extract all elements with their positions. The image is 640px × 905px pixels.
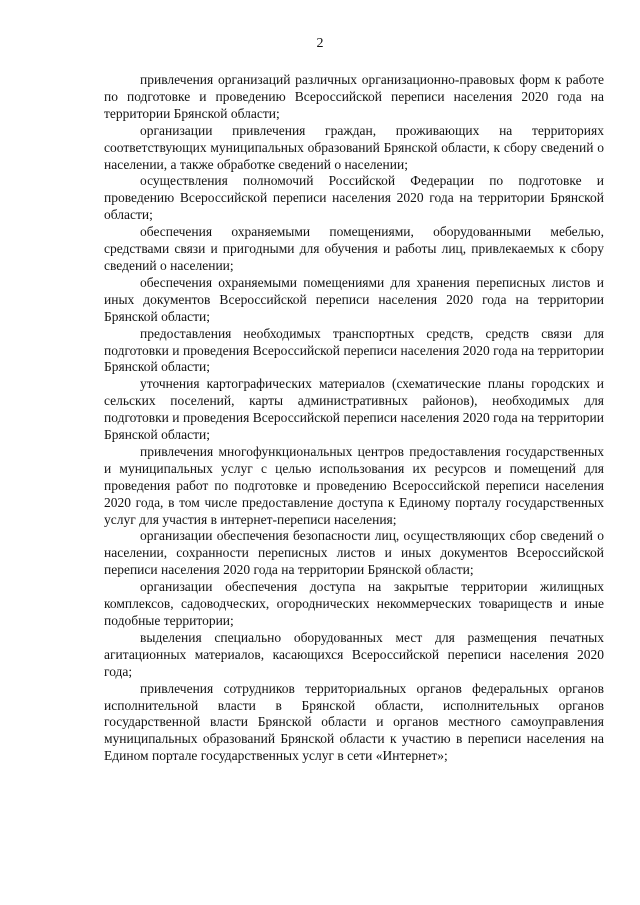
paragraph-4: обеспечения охраняемыми помещениями, оборудованными мебелью, средствами связи и пригодными для обучения и работы лиц, привлекаемых к сбору сведений о населении; [104, 224, 604, 273]
paragraph-3: осуществления полномочий Российской Федерации по подготовке и проведению Всероссийской переписи населения 2020 года на территории Брянской области; [104, 173, 604, 223]
page-number: 2 [316, 36, 324, 51]
paragraph-9: организации обеспечения безопасности лиц, осуществляющих сбор сведений о населении, сохранности переписных листов и иных документов Всероссийской переписи населения 2020 года на территории Брянской области; [104, 528, 604, 578]
paragraph-12: привлечения сотрудников территориальных органов федеральных органов исполнительной власти в Брянской области, исполнительных органов государственной власти Брянской области и органов местного самоуправления муниципальных образований Брянской области к участию в переписи населения на Едином портале государственных услуг в сети «Интернет»; [104, 680, 604, 764]
paragraph-6: предоставления необходимых транспортных средств, средств связи для подготовки и проведения Всероссийской переписи населения 2020 года на территории Брянской области; [104, 325, 604, 375]
paragraph-5: обеспечения охраняемыми помещениями для хранения переписных листов и иных документов Всероссийской переписи населения 2020 года на территории Брянской области; [104, 274, 604, 324]
paragraph-2: организации привлечения граждан, проживающих на территориях соответствующих муниципальных образований Брянской области, к сбору сведений о населении, а также обработке сведений о населении; [104, 122, 604, 172]
paragraph-8: привлечения многофункциональных центров предоставления государственных и муниципальных услуг с целью использования их ресурсов и помещений для проведения работ по подготовке и проведению Всероссийской переписи населения 2020 года, в том числе предоставление доступа к Единому порталу государственных услуг для участия в интернет-переписи населения; [104, 443, 604, 527]
paragraph-1: привлечения организаций различных организационно-правовых форм к работе по подготовке и проведению Всероссийской переписи населения 2020 года на территории Брянской области; [104, 72, 604, 121]
document-body [104, 72, 604, 765]
paragraph-7: уточнения картографических материалов (схематические планы городских и сельских поселений, карты административных районов), необходимых для подготовки и проведения Всероссийской переписи населения 2020 года на территории Брянской области; [104, 376, 604, 443]
paragraph-11: выделения специально оборудованных мест для размещения печатных агитационных материалов, касающихся Всероссийской переписи населения 2020 года; [104, 629, 604, 679]
paragraph-10: организации обеспечения доступа на закрытые территории жилищных комплексов, садоводческих, огороднических некоммерческих товариществ и иные подобные территории; [104, 579, 604, 628]
